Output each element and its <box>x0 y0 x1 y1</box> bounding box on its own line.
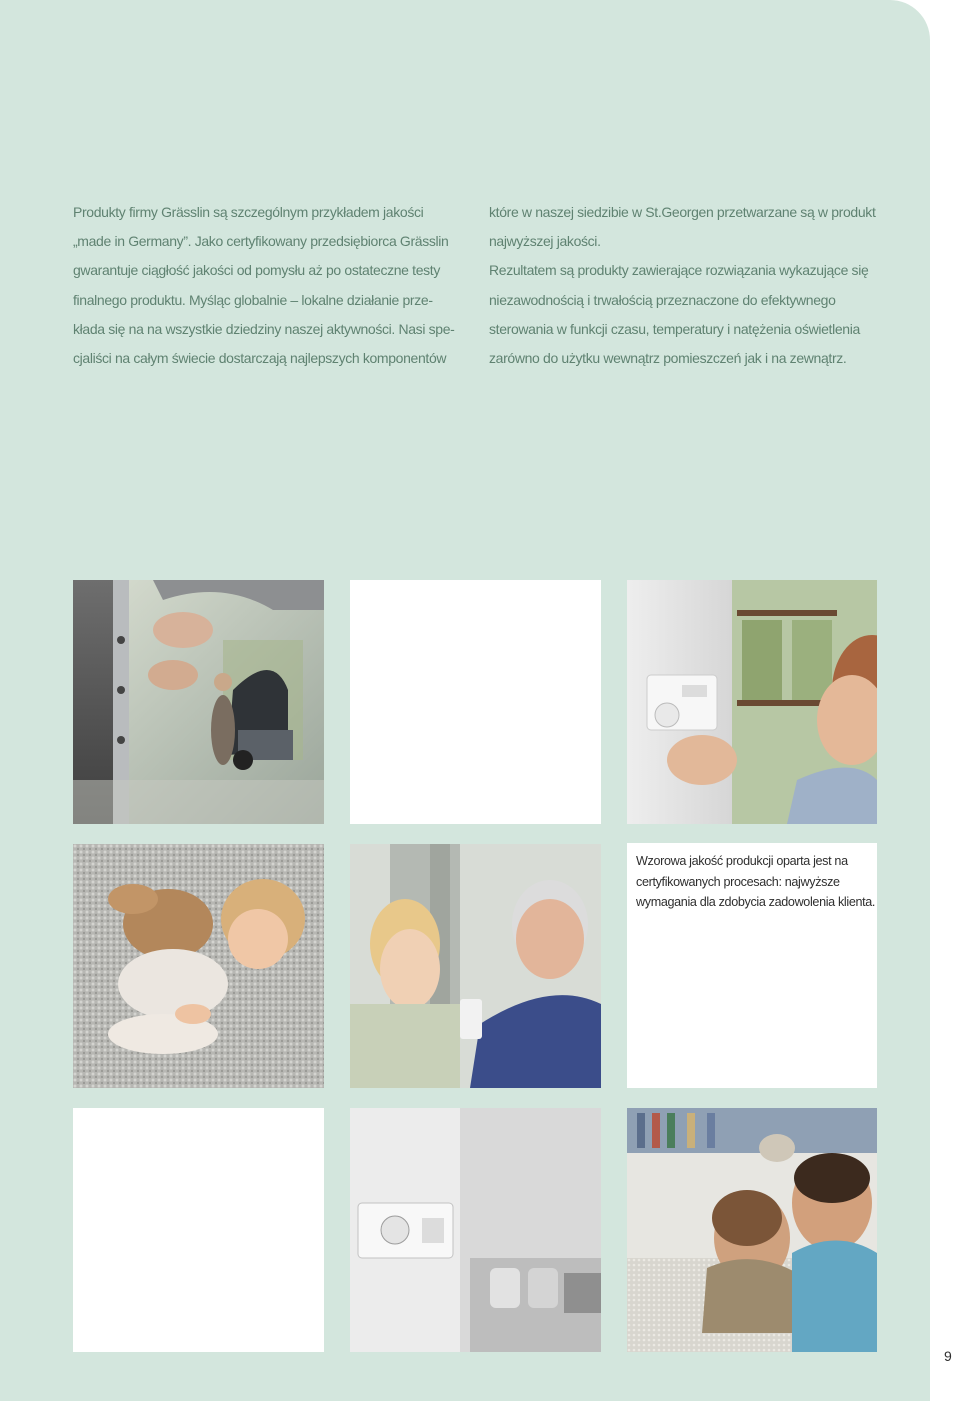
caption-line: Wzorowa jakość produkcji oparta jest na <box>636 854 848 868</box>
intro-line: „made in Germany”. Jako certyfikowany przedsiębiorca Grässlin <box>73 233 449 250</box>
photo-door-lock <box>73 580 324 824</box>
photo-child-carpet <box>73 844 324 1088</box>
intro-line: które w naszej siedzibie w St.Georgen przetwarzane są w produkt <box>489 204 876 220</box>
blank-white-tile-2 <box>73 1108 324 1352</box>
intro-line: niezawodnością i trwałością przeznaczone do efektywnego <box>489 291 836 308</box>
blank-white-tile-1 <box>350 580 601 824</box>
intro-line: Produkty firmy Grässlin są szczególnym przykładem jakości <box>73 204 424 220</box>
intro-line: sterowania w funkcji czasu, temperatury i natężenia oświetlenia <box>489 320 860 337</box>
intro-text-right-column <box>489 198 875 373</box>
intro-line: zarówno do użytku wewnątrz pomieszczeń jak i na zewnątrz. <box>489 350 847 367</box>
intro-line: finalnego produktu. Myśląc globalnie – lokalne działanie prze- <box>73 291 433 308</box>
intro-line: gwarantuje ciągłość jakości od pomysłu aż po ostateczne testy <box>73 262 440 279</box>
photo-father-son <box>627 1108 877 1352</box>
photo-wall-controller <box>350 1108 601 1352</box>
caption-box <box>627 843 877 1088</box>
intro-line: najwyższej jakości. <box>489 233 601 250</box>
caption-line: certyfikowanych procesach: najwyższe <box>636 874 840 889</box>
intro-text-left-column <box>73 198 454 373</box>
intro-line: Rezultatem są produkty zawierające rozwiązania wykazujące się <box>489 262 869 279</box>
photo-thermostat-woman <box>627 580 878 824</box>
intro-line: cjaliści na całym świecie dostarczają najlepszych komponentów <box>73 350 447 367</box>
page-number: 9 <box>944 1348 952 1364</box>
caption-line: wymagania dla zdobycia zadowolenia klienta. <box>636 895 876 909</box>
photo-technician-customer <box>350 844 601 1088</box>
intro-line: kłada się na na wszystkie dziedziny naszej aktywności. Nasi spe- <box>73 320 455 337</box>
